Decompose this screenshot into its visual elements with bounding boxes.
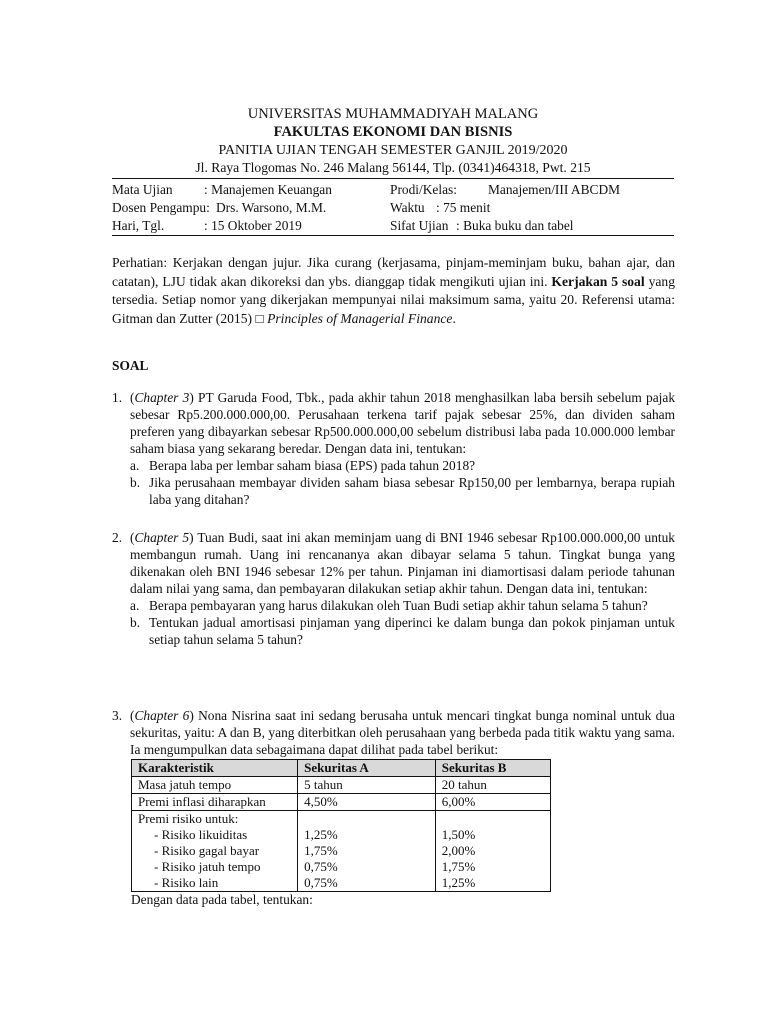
- header-rule-top: [112, 178, 674, 179]
- reference-book-title: Principles of Managerial Finance: [263, 310, 453, 326]
- chapter-ref: Chapter 3: [134, 390, 190, 405]
- table-header-row: [132, 760, 551, 777]
- table-row: [132, 777, 551, 794]
- risk-value: 1,50%: [441, 827, 476, 842]
- paren-close: ): [189, 708, 199, 723]
- after-table-text: Dengan data pada tabel, tentukan:: [131, 892, 313, 907]
- table-row: [132, 794, 551, 811]
- question-text: PT Garuda Food, Tbk., pada akhir tahun 2018 menghasilkan laba bersih sebelum pajak sebesar Rp5.200.000.000,00. Perusahaan terkena tarif pajak sebesar 25%, dan dividen saham preferen yang dibayarkan sebesar Rp500.000.000,00 sebelum distribusi laba pada 10.000.000 lembar saham biasa yang sekarang beredar. Dengan data ini, tentukan:: [130, 390, 676, 456]
- sub-question: [130, 457, 675, 474]
- sub-label: b.: [130, 615, 141, 630]
- risk-label: - Risiko jatuh tempo: [154, 859, 261, 874]
- date-label: Hari, Tgl.: [112, 218, 165, 233]
- prodi-value: Manajemen/III ABCDM: [488, 182, 621, 197]
- sub-text: Jika perusahaan membayar dividen saham biasa sebesar Rp150,00 per lembarnya, berapa rupiah laba yang ditahan?: [149, 475, 675, 507]
- table-header: Sekuritas A: [298, 760, 436, 777]
- question-3: [112, 707, 675, 758]
- date-value: : 15 Oktober 2019: [204, 218, 302, 233]
- question-text: Tuan Budi, saat ini akan meminjam uang di BNI 1946 sebesar Rp100.000.000,00 untuk membangun rumah. Uang ini rencananya akan dibayar selama 5 tahun. Tingkat bunga yang dikenakan oleh BNI 1946 sebesar 12% per tahun. Pinjaman ini diamortisasi dalam periode tahunan dalam nilai yang sama, dan pembayaran dilakukan setiap akhir tahun. Dengan data ini, tentukan:: [130, 530, 675, 596]
- table-cell: 20 tahun: [435, 777, 550, 794]
- university-name: UNIVERSITAS MUHAMMADIYAH MALANG: [247, 106, 539, 122]
- info-row-course: [112, 181, 674, 199]
- soal-heading: SOAL: [112, 358, 149, 373]
- exam-info: [112, 181, 674, 235]
- question-2: [112, 529, 675, 648]
- risk-value: 1,25%: [304, 827, 338, 842]
- risk-value: 0,75%: [304, 859, 338, 874]
- question-body: [130, 389, 675, 457]
- chapter-ref: Chapter 5: [134, 530, 190, 545]
- paren-close: ): [189, 530, 198, 545]
- time-value: : 75 menit: [436, 200, 491, 215]
- question-1: [112, 389, 675, 508]
- question-number: 2.: [112, 530, 123, 545]
- risk-column: [132, 811, 298, 892]
- sub-label: a.: [130, 458, 140, 473]
- sub-question: [130, 597, 675, 614]
- paren-close: ): [189, 390, 199, 405]
- lecturer-value: Drs. Warsono, M.M.: [216, 200, 327, 215]
- risk-values-b: [435, 811, 550, 892]
- committee-name: PANITIA UJIAN TENGAH SEMESTER GANJIL 2019/2020: [218, 143, 568, 158]
- risk-value: 1,75%: [304, 843, 338, 858]
- table-cell: Premi inflasi diharapkan: [132, 794, 298, 811]
- chapter-ref: Chapter 6: [134, 708, 190, 723]
- question-number: 1.: [112, 390, 123, 405]
- table-row-risk: [132, 811, 551, 892]
- question-text: Nona Nisrina saat ini sedang berusaha untuk mencari tingkat bunga nominal untuk dua sekuritas, yaitu: A dan B, yang diterbitkan oleh perusahaan yang berbeda pada titik waktu yang sama. Ia mengumpulkan data sebagaimana dapat dilihat pada tabel berikut:: [130, 708, 675, 757]
- table-header: Sekuritas B: [435, 760, 550, 777]
- header-rule-bottom: [112, 235, 674, 236]
- nature-label: Sifat Ujian: [390, 218, 449, 233]
- table-header: Karakteristik: [132, 760, 298, 777]
- notice-end: .: [452, 310, 456, 326]
- paren-open: (: [130, 708, 135, 723]
- notice-text-2: yang tersedia. Setiap nomor yang dikerjakan mempunyai nilai maksimum sama, yaitu 20. Referensi utama: Gitman dan Zutter (2015): [112, 273, 675, 326]
- sub-label: a.: [130, 598, 140, 613]
- risk-label: - Risiko lain: [154, 875, 219, 890]
- sub-text: Berapa laba per lembar saham biasa (EPS) pada tahun 2018?: [149, 458, 476, 473]
- faculty-name: FAKULTAS EKONOMI DAN BISNIS: [273, 124, 513, 140]
- notice-bold: Kerjakan 5 soal: [551, 273, 645, 289]
- nature-value: : Buka buku dan tabel: [456, 218, 574, 233]
- info-row-lecturer: [112, 199, 674, 217]
- sub-text: Tentukan jadual amortisasi pinjaman yang diperinci ke dalam bunga dan pokok pinjaman untuk setiap tahun selama 5 tahun?: [149, 615, 675, 647]
- question-number: 3.: [112, 708, 123, 723]
- paren-open: (: [130, 390, 135, 405]
- sub-question: [130, 474, 675, 508]
- prodi-label: Prodi/Kelas:: [390, 182, 457, 197]
- lecturer-label: Dosen Pengampu:: [112, 200, 210, 215]
- risk-value: 1,75%: [441, 859, 476, 874]
- risk-title: Premi risiko untuk:: [138, 811, 239, 826]
- risk-value: 2,00%: [441, 843, 476, 858]
- paren-open: (: [130, 530, 135, 545]
- risk-label: - Risiko gagal bayar: [154, 843, 260, 858]
- notice-text-1: Perhatian: Kerjakan dengan jujur. Jika curang (kerjasama, pinjam-meminjam buku, bahan ajar, dan catatan), LJU tidak akan dikoreksi dan ybs. dianggap tidak mengikuti ujian ini.: [112, 255, 675, 289]
- securities-table: [131, 759, 551, 892]
- exam-notice: [112, 254, 675, 328]
- table-cell: 4,50%: [298, 794, 436, 811]
- sub-label: b.: [130, 475, 141, 490]
- address-line: Jl. Raya Tlogomas No. 246 Malang 56144, Tlp. (0341)464318, Pwt. 215: [195, 160, 591, 175]
- table-cell: 5 tahun: [298, 777, 436, 794]
- table-cell: 6,00%: [435, 794, 550, 811]
- sub-question: [130, 614, 675, 648]
- sub-text: Berapa pembayaran yang harus dilakukan oleh Tuan Budi setiap akhir tahun selama 5 tahun?: [149, 598, 648, 613]
- question-body: [130, 529, 675, 597]
- risk-value: 0,75%: [304, 875, 338, 890]
- risk-label: - Risiko likuiditas: [154, 827, 248, 842]
- risk-values-a: [298, 811, 436, 892]
- time-label: Waktu: [390, 200, 425, 215]
- course-label: Mata Ujian: [112, 182, 173, 197]
- table-cell: Masa jatuh tempo: [132, 777, 298, 794]
- course-value: : Manajemen Keuangan: [204, 182, 332, 197]
- info-row-date: [112, 217, 674, 235]
- notice-symbol: □: [255, 310, 264, 326]
- risk-value: 1,25%: [441, 875, 476, 890]
- question-body: [130, 707, 675, 758]
